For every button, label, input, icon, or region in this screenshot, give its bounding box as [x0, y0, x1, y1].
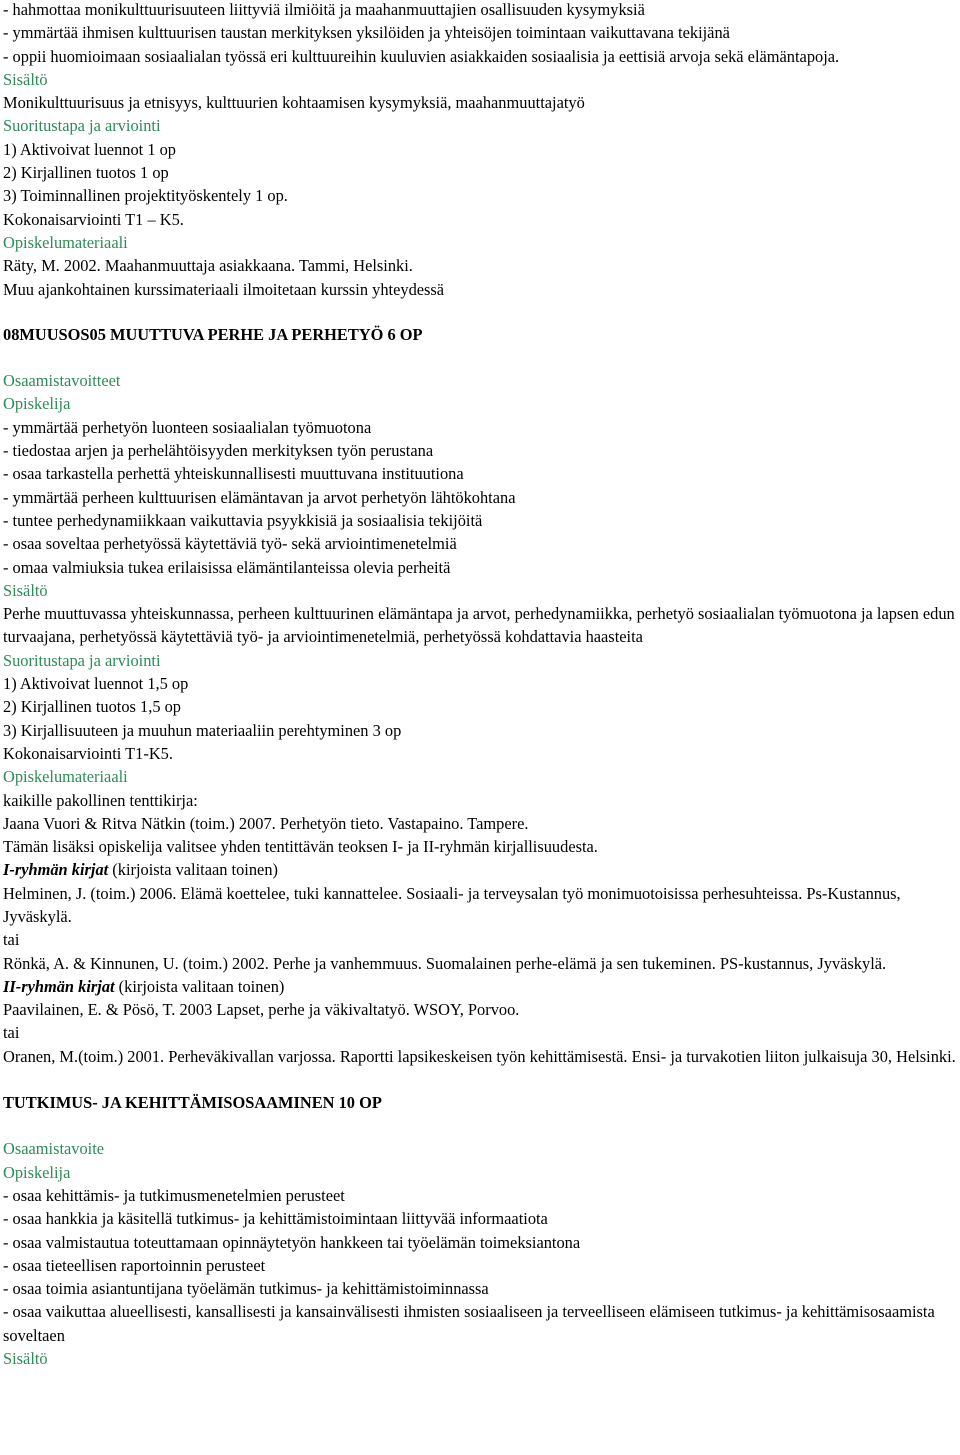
- intro-bullet: - oppii huomioimaan sosiaalialan työssä eri kulttuureihin kuuluvien asiakkaiden sosiaalisia ja eettisiä arvoja sekä elämäntapoja.: [3, 46, 840, 66]
- assessment-item: 1) Aktivoivat luennot 1 op: [3, 139, 176, 159]
- group2-note: (kirjoista valitaan toinen): [114, 976, 285, 996]
- objective-item: - osaa toimia asiantuntijana työelämän tutkimus- ja kehittämistoiminnassa: [3, 1279, 489, 1299]
- spacer: [3, 346, 959, 369]
- book-item: Rönkä, A. & Kinnunen, U. (toim.) 2002. Perhe ja vanhemmuus. Suomalainen perhe-elämä ja sen tukeminen. PS-kustannus, Jyväskylä.: [3, 953, 887, 973]
- assessment-item: 3) Toiminnallinen projektityöskentely 1 op.: [3, 186, 288, 206]
- objective-item: - ymmärtää perhetyön luonteen sosiaalialan työmuotona: [3, 417, 372, 437]
- content-heading: Sisältö: [3, 580, 48, 600]
- objective-item: - osaa soveltaa perhetyössä käytettäviä työ- sekä arviointimenetelmiä: [3, 534, 457, 554]
- material-item: Räty, M. 2002. Maahanmuuttaja asiakkaana. Tammi, Helsinki.: [3, 256, 413, 276]
- spacer: [3, 1068, 959, 1091]
- course-title: 08MUUSOS05 MUUTTUVA PERHE JA PERHETYÖ 6 OP: [3, 324, 423, 344]
- assessment-heading: Suoritustapa ja arviointi: [3, 650, 161, 670]
- or-separator: tai: [3, 1023, 20, 1043]
- objective-item: - osaa tarkastella perhettä yhteiskunnallisesti muuttuvana instituutiona: [3, 464, 464, 484]
- spacer: [3, 1114, 959, 1137]
- objective-item: - osaa hankkia ja käsitellä tutkimus- ja kehittämistoimintaan liittyvää informaatiota: [3, 1209, 548, 1229]
- objective-item: - osaa vaikuttaa alueellisesti, kansallisesti ja kansainvälisesti ihmisten sosiaaliseen ja terveelliseen elämiseen tutkimus- ja kehittämisosaamista soveltaen: [3, 1302, 935, 1345]
- assessment-item: 2) Kirjallinen tuotos 1 op: [3, 163, 169, 183]
- student-label: Opiskelija: [3, 394, 71, 414]
- objective-item: - tuntee perhedynamiikkaan vaikuttavia psyykkisiä ja sosiaalisia tekijöitä: [3, 510, 483, 530]
- group2-heading: [3, 975, 959, 998]
- group1-note: (kirjoista valitaan toinen): [108, 860, 278, 880]
- or-separator: tai: [3, 930, 20, 950]
- assessment-item: 2) Kirjallinen tuotos 1,5 op: [3, 697, 182, 717]
- group1-label: I-ryhmän kirjat: [3, 860, 109, 880]
- book-item: Paavilainen, E. & Pösö, T. 2003 Lapset, perhe ja väkivaltatyö. WSOY, Porvoo.: [3, 1000, 520, 1020]
- content-heading: Sisältö: [3, 69, 48, 89]
- intro-bullet: - hahmottaa monikulttuurisuuteen liittyviä ilmiöitä ja maahanmuuttajien osallisuuden kysymyksiä: [3, 0, 645, 19]
- choice-note: Tämän lisäksi opiskelija valitsee yhden tentittävän teoksen I- ja II-ryhmän kirjallisuudesta.: [3, 837, 598, 857]
- assessment-total: Kokonaisarviointi T1 – K5.: [3, 209, 184, 229]
- book-item: Oranen, M.(toim.) 2001. Perheväkivallan varjossa. Raportti lapsikeskeisen työn kehittämisestä. Ensi- ja turvakotien liiton julkaisuja 30, Helsinki.: [3, 1046, 956, 1066]
- objectives-heading: Osaamistavoitteet: [3, 371, 121, 391]
- spacer: [3, 301, 959, 323]
- material-item: Muu ajankohtainen kurssimateriaali ilmoitetaan kurssin yhteydessä: [3, 279, 445, 299]
- objective-item: - osaa valmistautua toteuttamaan opinnäytetyön hankkeen tai työelämän toimeksiantona: [3, 1232, 581, 1252]
- assessment-total: Kokonaisarviointi T1-K5.: [3, 743, 173, 763]
- assessment-heading: Suoritustapa ja arviointi: [3, 116, 161, 136]
- assessment-item: 3) Kirjallisuuteen ja muuhun materiaaliin perehtyminen 3 op: [3, 720, 402, 740]
- assessment-item: 1) Aktivoivat luennot 1,5 op: [3, 674, 189, 694]
- content-heading: Sisältö: [3, 1349, 48, 1369]
- group1-heading: [3, 858, 959, 881]
- intro-bullet: - ymmärtää ihmisen kulttuurisen taustan merkityksen yksilöiden ja yhteisöjen toimintaan vaikuttavana tekijänä: [3, 23, 730, 43]
- material-heading: Opiskelumateriaali: [3, 767, 128, 787]
- content-text: Monikulttuurisuus ja etnisyys, kulttuurien kohtaamisen kysymyksiä, maahanmuuttajatyö: [3, 93, 585, 113]
- objective-item: - osaa tieteellisen raportoinnin perusteet: [3, 1255, 266, 1275]
- objective-item: - ymmärtää perheen kulttuurisen elämäntavan ja arvot perhetyön lähtökohtana: [3, 487, 516, 507]
- objective-heading: Osaamistavoite: [3, 1139, 105, 1159]
- student-label: Opiskelija: [3, 1162, 71, 1182]
- objective-item: - tiedostaa arjen ja perhelähtöisyyden merkityksen työn perustana: [3, 441, 434, 461]
- required-book: Jaana Vuori & Ritva Nätkin (toim.) 2007. Perhetyön tieto. Vastapaino. Tampere.: [3, 813, 529, 833]
- group2-label: II-ryhmän kirjat: [3, 976, 115, 996]
- material-intro: kaikille pakollinen tenttikirja:: [3, 790, 198, 810]
- objective-item: - osaa kehittämis- ja tutkimusmenetelmien perusteet: [3, 1185, 345, 1205]
- objective-item: - omaa valmiuksia tukea erilaisissa elämäntilanteissa olevia perheitä: [3, 557, 451, 577]
- content-text: Perhe muuttuvassa yhteiskunnassa, perheen kulttuurinen elämäntapa ja arvot, perhedynamiikka, perhetyö sosiaalialan työmuotona ja lapsen edun turvaajana, perhetyössä käytettäviä työ- ja arviointimenetelmiä, perhetyössä kohdattavia haasteita: [3, 604, 955, 647]
- course-title: TUTKIMUS- JA KEHITTÄMISOSAAMINEN 10 OP: [3, 1093, 382, 1113]
- material-heading: Opiskelumateriaali: [3, 232, 128, 252]
- book-item: Helminen, J. (toim.) 2006. Elämä koettelee, tuki kannattelee. Sosiaali- ja terveysalan työ monimuotoisissa perhesuhteissa. Ps-Kustannus, Jyväskylä.: [3, 883, 901, 926]
